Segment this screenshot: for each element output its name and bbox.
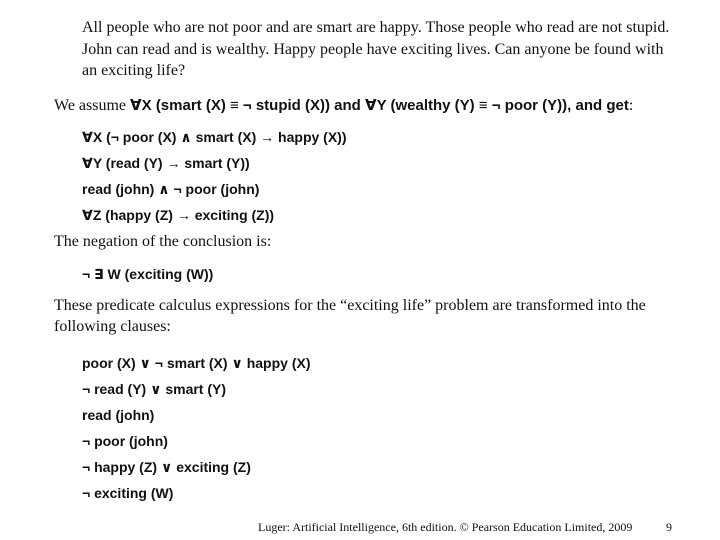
assumption-formula: ∀X (smart (X) ≡ ¬ stupid (X)) and ∀Y (wealthy (Y) ≡ ¬ poor (Y)), and get xyxy=(130,97,629,114)
clause-6: ¬ exciting (W) xyxy=(82,485,174,501)
formula-1: ∀X (¬ poor (X) ∧ smart (X) → happy (X)) xyxy=(82,129,347,145)
clause-4: ¬ poor (john) xyxy=(82,433,168,449)
clause-3: read (john) xyxy=(82,407,155,423)
formula-4: ∀Z (happy (Z) → exciting (Z)) xyxy=(82,207,275,223)
negation-heading: The negation of the conclusion is: xyxy=(54,233,272,250)
assumption-line xyxy=(54,96,633,115)
negation-formula: ¬ ∃ W (exciting (W)) xyxy=(82,266,214,282)
assumption-suffix: : xyxy=(628,97,634,114)
formula-2: ∀Y (read (Y) → smart (Y)) xyxy=(82,155,250,171)
transform-paragraph: These predicate calculus expressions for the “exciting life” problem are transformed into the following clauses: xyxy=(54,297,646,335)
page-number: 9 xyxy=(666,520,672,534)
intro-paragraph: All people who are not poor and are smart are happy. Those people who read are not stupid. John can read and is wealthy. Happy people have exciting lives. Can anyone be found with an exciting life? xyxy=(82,19,670,79)
clause-2: ¬ read (Y) ∨ smart (Y) xyxy=(82,381,227,397)
clause-1: poor (X) ∨ ¬ smart (X) ∨ happy (X) xyxy=(82,355,311,371)
clause-5: ¬ happy (Z) ∨ exciting (Z) xyxy=(82,459,251,475)
formula-3: read (john) ∧ ¬ poor (john) xyxy=(82,181,260,197)
assumption-prefix: We assume xyxy=(54,97,131,114)
slide-footer: Luger: Artificial Intelligence, 6th edition. © Pearson Education Limited, 2009 xyxy=(258,520,633,534)
